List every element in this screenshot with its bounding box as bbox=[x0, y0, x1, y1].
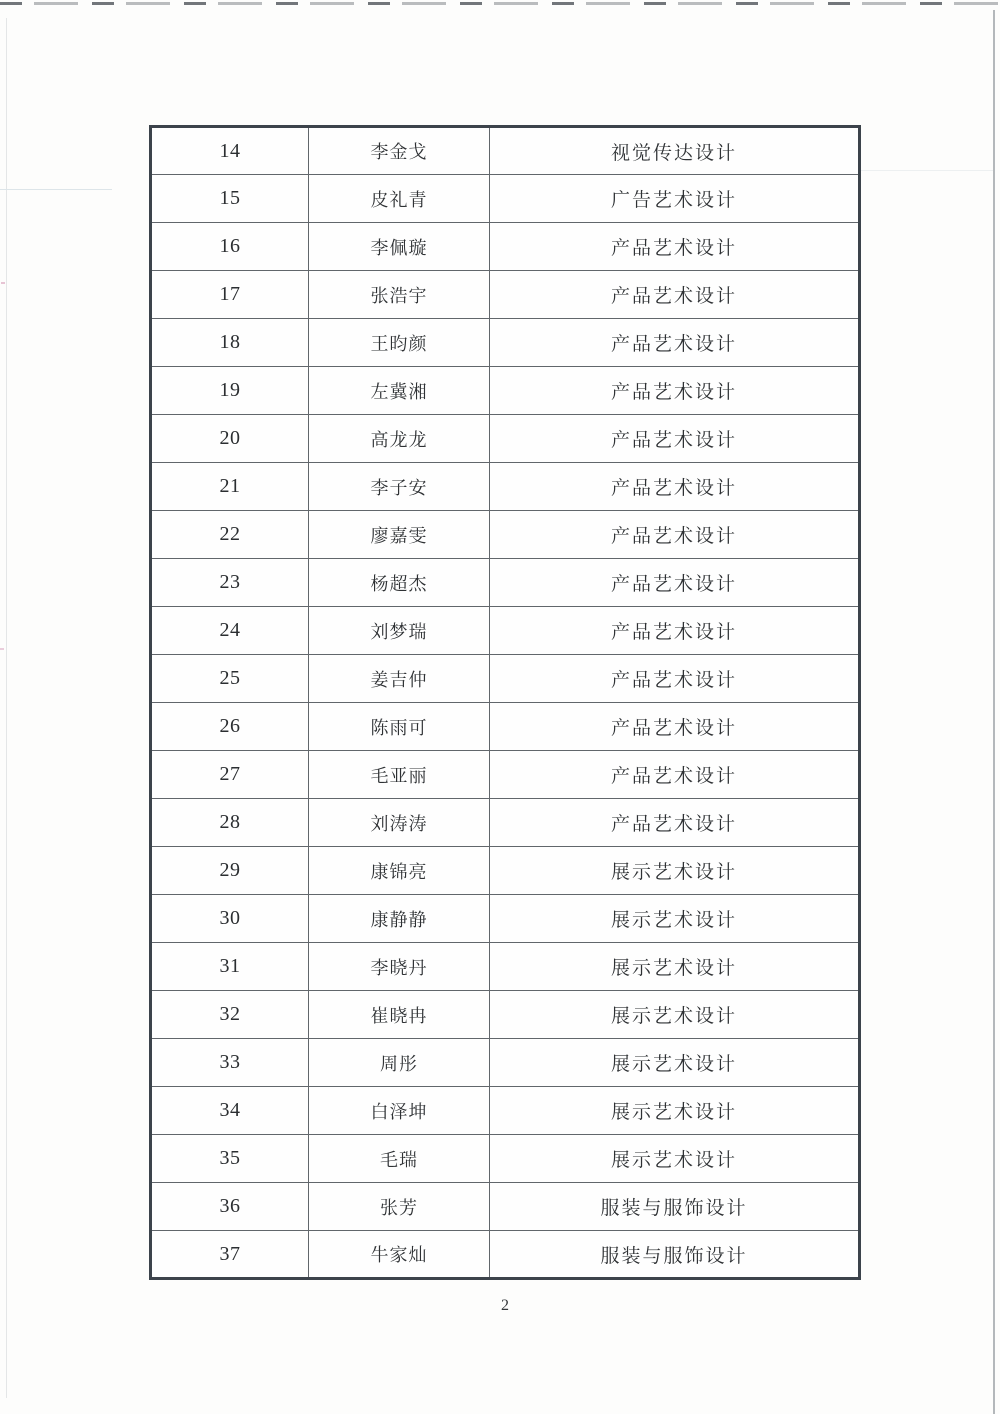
ink-speck bbox=[0, 648, 4, 650]
table-row bbox=[151, 751, 860, 799]
cell-student-name: 左冀湘 bbox=[309, 367, 490, 415]
cell-major: 展示艺术设计 bbox=[490, 1135, 860, 1183]
cell-student-name: 崔晓冉 bbox=[309, 991, 490, 1039]
cell-major: 展示艺术设计 bbox=[490, 895, 860, 943]
table-row bbox=[151, 559, 860, 607]
table-row bbox=[151, 1087, 860, 1135]
cell-row-number: 20 bbox=[151, 415, 309, 463]
table-row bbox=[151, 895, 860, 943]
roster-table-body bbox=[151, 127, 860, 1279]
cell-major: 产品艺术设计 bbox=[490, 511, 860, 559]
cell-student-name: 皮礼青 bbox=[309, 175, 490, 223]
scan-smudge bbox=[0, 189, 112, 190]
cell-row-number: 34 bbox=[151, 1087, 309, 1135]
cell-row-number: 30 bbox=[151, 895, 309, 943]
cell-major: 展示艺术设计 bbox=[490, 991, 860, 1039]
table-row bbox=[151, 799, 860, 847]
cell-student-name: 张芳 bbox=[309, 1183, 490, 1231]
cell-row-number: 33 bbox=[151, 1039, 309, 1087]
cell-student-name: 李佩璇 bbox=[309, 223, 490, 271]
cell-student-name: 杨超杰 bbox=[309, 559, 490, 607]
cell-student-name: 毛亚丽 bbox=[309, 751, 490, 799]
table-row bbox=[151, 223, 860, 271]
table-row bbox=[151, 1039, 860, 1087]
cell-major: 产品艺术设计 bbox=[490, 559, 860, 607]
scan-edge-right-line bbox=[993, 10, 995, 1414]
scan-edge-top-line bbox=[0, 2, 1000, 5]
cell-row-number: 17 bbox=[151, 271, 309, 319]
cell-row-number: 26 bbox=[151, 703, 309, 751]
cell-row-number: 35 bbox=[151, 1135, 309, 1183]
cell-major: 视觉传达设计 bbox=[490, 127, 860, 175]
cell-student-name: 陈雨可 bbox=[309, 703, 490, 751]
cell-major: 产品艺术设计 bbox=[490, 223, 860, 271]
cell-student-name: 张浩宇 bbox=[309, 271, 490, 319]
cell-major: 展示艺术设计 bbox=[490, 943, 860, 991]
cell-student-name: 康锦亮 bbox=[309, 847, 490, 895]
cell-student-name: 李金戈 bbox=[309, 127, 490, 175]
table-row bbox=[151, 415, 860, 463]
student-roster-table bbox=[149, 125, 861, 1280]
cell-major: 产品艺术设计 bbox=[490, 655, 860, 703]
cell-student-name: 姜吉仲 bbox=[309, 655, 490, 703]
cell-major: 展示艺术设计 bbox=[490, 1039, 860, 1087]
cell-major: 广告艺术设计 bbox=[490, 175, 860, 223]
cell-row-number: 23 bbox=[151, 559, 309, 607]
cell-row-number: 27 bbox=[151, 751, 309, 799]
scan-smudge bbox=[860, 170, 993, 171]
cell-row-number: 31 bbox=[151, 943, 309, 991]
table-row bbox=[151, 511, 860, 559]
table-row bbox=[151, 463, 860, 511]
cell-major: 展示艺术设计 bbox=[490, 847, 860, 895]
table-row bbox=[151, 991, 860, 1039]
cell-major: 产品艺术设计 bbox=[490, 463, 860, 511]
cell-row-number: 29 bbox=[151, 847, 309, 895]
cell-student-name: 周彤 bbox=[309, 1039, 490, 1087]
cell-row-number: 21 bbox=[151, 463, 309, 511]
table-row bbox=[151, 319, 860, 367]
cell-student-name: 廖嘉雯 bbox=[309, 511, 490, 559]
table-row bbox=[151, 655, 860, 703]
cell-row-number: 16 bbox=[151, 223, 309, 271]
table-row bbox=[151, 703, 860, 751]
cell-major: 产品艺术设计 bbox=[490, 799, 860, 847]
table-row bbox=[151, 607, 860, 655]
cell-major: 产品艺术设计 bbox=[490, 415, 860, 463]
cell-row-number: 28 bbox=[151, 799, 309, 847]
cell-student-name: 毛瑞 bbox=[309, 1135, 490, 1183]
table-row bbox=[151, 847, 860, 895]
cell-row-number: 37 bbox=[151, 1231, 309, 1279]
cell-major: 产品艺术设计 bbox=[490, 751, 860, 799]
cell-row-number: 14 bbox=[151, 127, 309, 175]
table-row bbox=[151, 175, 860, 223]
cell-major: 展示艺术设计 bbox=[490, 1087, 860, 1135]
cell-row-number: 36 bbox=[151, 1183, 309, 1231]
cell-row-number: 24 bbox=[151, 607, 309, 655]
cell-row-number: 18 bbox=[151, 319, 309, 367]
table-row bbox=[151, 127, 860, 175]
cell-major: 服装与服饰设计 bbox=[490, 1231, 860, 1279]
cell-row-number: 25 bbox=[151, 655, 309, 703]
cell-row-number: 19 bbox=[151, 367, 309, 415]
cell-student-name: 刘涛涛 bbox=[309, 799, 490, 847]
cell-major: 产品艺术设计 bbox=[490, 607, 860, 655]
table-row bbox=[151, 1135, 860, 1183]
cell-major: 产品艺术设计 bbox=[490, 319, 860, 367]
cell-student-name: 王昀颜 bbox=[309, 319, 490, 367]
cell-student-name: 牛家灿 bbox=[309, 1231, 490, 1279]
cell-student-name: 李晓丹 bbox=[309, 943, 490, 991]
cell-major: 产品艺术设计 bbox=[490, 367, 860, 415]
page-number: 2 bbox=[501, 1297, 509, 1314]
cell-student-name: 高龙龙 bbox=[309, 415, 490, 463]
cell-student-name: 李子安 bbox=[309, 463, 490, 511]
table-row bbox=[151, 367, 860, 415]
scan-edge-left-line bbox=[6, 18, 7, 1398]
cell-student-name: 刘梦瑞 bbox=[309, 607, 490, 655]
cell-major: 服装与服饰设计 bbox=[490, 1183, 860, 1231]
ink-speck bbox=[1, 282, 5, 284]
cell-row-number: 15 bbox=[151, 175, 309, 223]
table-row bbox=[151, 1183, 860, 1231]
table-row bbox=[151, 943, 860, 991]
cell-row-number: 22 bbox=[151, 511, 309, 559]
cell-major: 产品艺术设计 bbox=[490, 703, 860, 751]
table-row bbox=[151, 271, 860, 319]
cell-major: 产品艺术设计 bbox=[490, 271, 860, 319]
cell-student-name: 白泽坤 bbox=[309, 1087, 490, 1135]
cell-student-name: 康静静 bbox=[309, 895, 490, 943]
table-row bbox=[151, 1231, 860, 1279]
cell-row-number: 32 bbox=[151, 991, 309, 1039]
